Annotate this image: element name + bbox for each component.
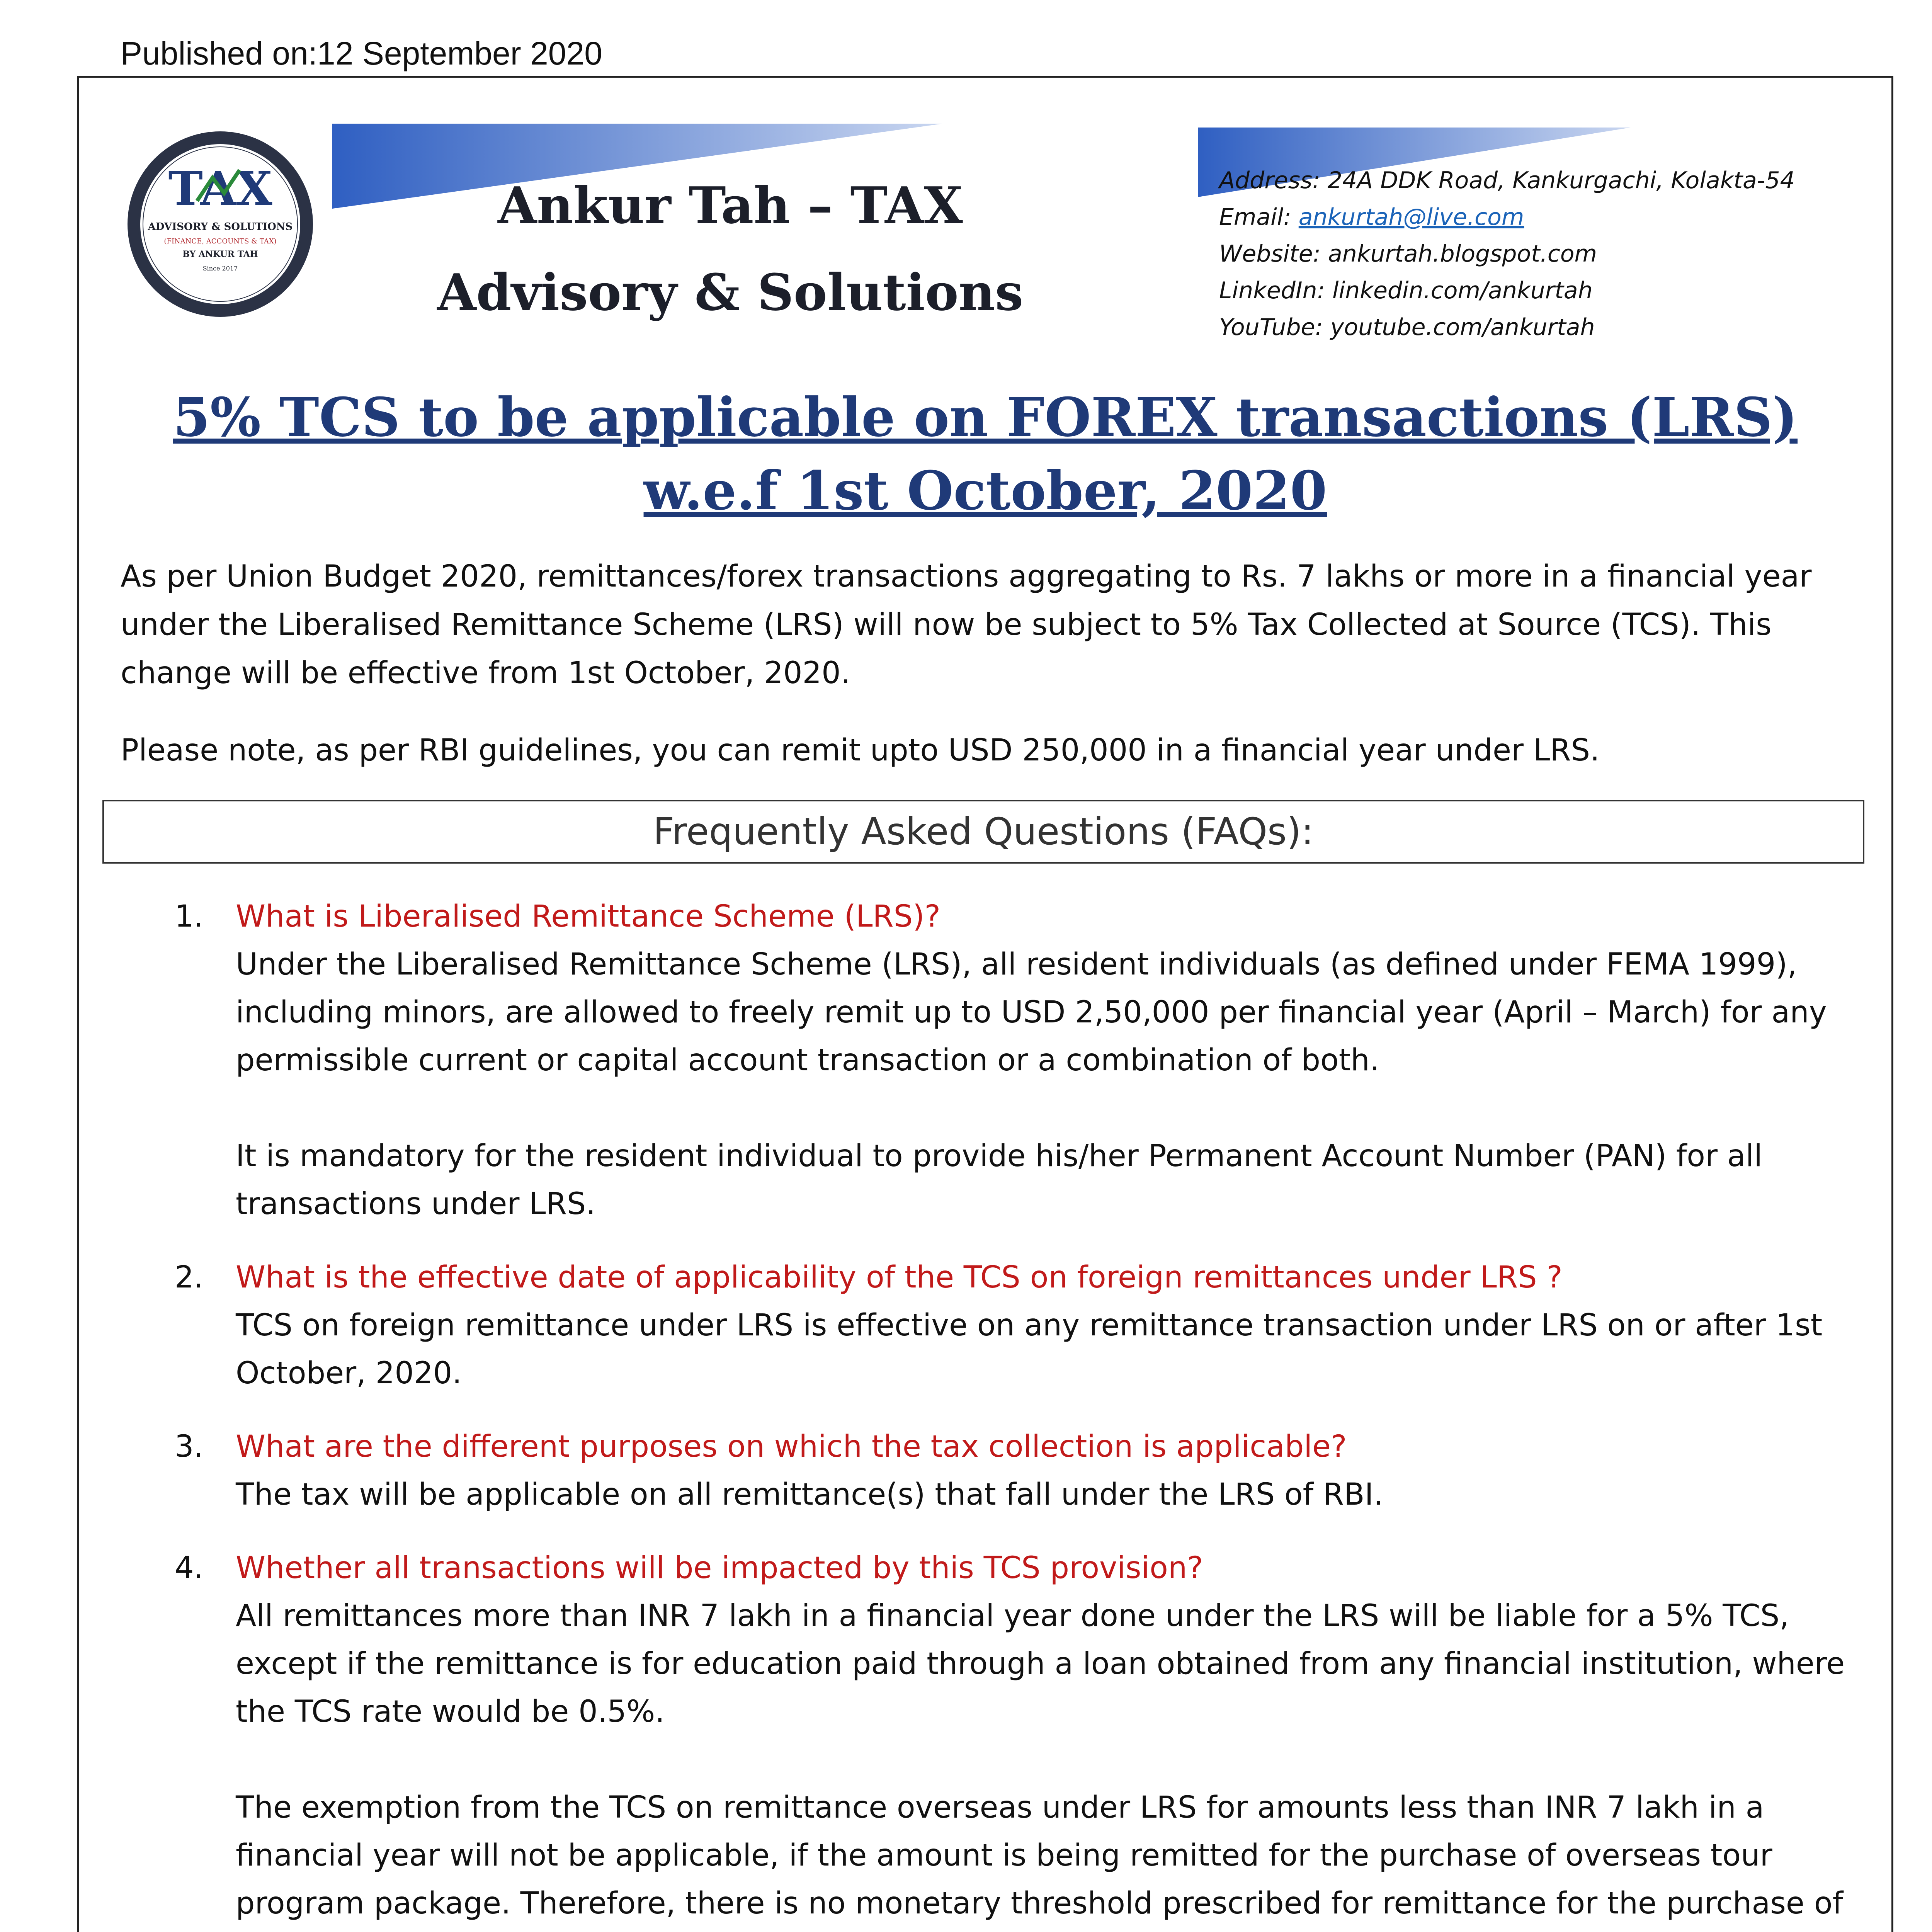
faq-item-1	[121, 893, 1867, 1228]
contact-email-label: Email:	[1219, 204, 1299, 231]
contact-email-row	[1219, 199, 1795, 236]
document-title	[116, 381, 1855, 527]
contact-linkedin: LinkedIn: linkedin.com/ankurtah	[1219, 277, 1593, 304]
faq-number: 3.	[175, 1429, 204, 1464]
title-line2: w.e.f 1st October, 2020	[643, 459, 1327, 522]
contact-website: Website: ankurtah.blogspot.com	[1219, 240, 1597, 267]
logo-text-by: BY ANKUR TAH	[182, 249, 258, 259]
intro-paragraph: As per Union Budget 2020, remittances/forex transactions aggregating to Rs. 7 lakhs or more in a financial year under the Liberalised Remittance Scheme (LRS) will now be subject to 5% Tax Collected at Source (TCS). This change will be effective from 1st October, 2020.	[121, 559, 1812, 690]
faq-answer: TCS on foreign remittance under LRS is effective on any remittance transaction under LRS on or after 1st October, 2020.	[236, 1308, 1823, 1391]
faq-number: 2.	[175, 1260, 204, 1295]
faq-item-4	[121, 1544, 1867, 1932]
faq-question: What is the effective date of applicability of the TCS on foreign remittances under LRS ?	[236, 1260, 1563, 1295]
faq-question: What are the different purposes on which the tax collection is applicable?	[236, 1429, 1347, 1464]
tax-advisory-logo	[124, 128, 317, 321]
faq-heading-box: Frequently Asked Questions (FAQs):	[102, 800, 1864, 864]
contact-block	[1219, 162, 1795, 346]
contact-address: Address: 24A DDK Road, Kankurgachi, Kolakta-54	[1219, 167, 1795, 194]
faq-item-3	[121, 1423, 1867, 1519]
faq-number: 4.	[175, 1551, 204, 1585]
faq-list	[121, 893, 1867, 1932]
title-line1: 5% TCS to be applicable on FOREX transactions (LRS)	[173, 386, 1798, 449]
contact-youtube: YouTube: youtube.com/ankurtah	[1219, 314, 1595, 341]
logo-text-advisory: ADVISORY & SOLUTIONS	[148, 221, 293, 233]
published-date: Published on:12 September 2020	[121, 35, 602, 71]
logo-text-since: Since 2017	[202, 265, 238, 272]
faq-question: What is Liberalised Remittance Scheme (LRS)?	[236, 899, 941, 934]
brand-name-line2: Advisory & Solutions	[437, 263, 1024, 322]
faq-question: Whether all transactions will be impacted by this TCS provision?	[236, 1551, 1203, 1585]
rbi-note-paragraph: Please note, as per RBI guidelines, you can remit upto USD 250,000 in a financial year under LRS.	[121, 733, 1600, 768]
brand-name-line1: Ankur Tah – TAX	[498, 176, 963, 235]
logo-text-finance: (FINANCE, ACCOUNTS & TAX)	[164, 237, 277, 245]
contact-email-link[interactable]: ankurtah@live.com	[1298, 204, 1524, 231]
faq-item-2	[121, 1253, 1867, 1397]
faq-number: 1.	[175, 899, 204, 934]
faq-answer: All remittances more than INR 7 lakh in a financial year done under the LRS will be liable for a 5% TCS, except if the remittance is for education paid through a loan obtained from any financial institution, where the TCS rate would be 0.5%.	[236, 1599, 1845, 1729]
faq-answer: It is mandatory for the resident individual to provide his/her Permanent Account Number (PAN) for all transactions under LRS.	[236, 1139, 1762, 1221]
faq-answer: The tax will be applicable on all remittance(s) that fall under the LRS of RBI.	[236, 1477, 1383, 1512]
faq-answer: The exemption from the TCS on remittance overseas under LRS for amounts less than INR 7 lakh in a financial year will not be applicable, if the amount is being remitted for the purchase of overseas tour program package. Therefore, there is no monetary threshold prescribed for remittance for the purchase of	[236, 1790, 1843, 1921]
logo-text-tax: TAX	[168, 162, 272, 216]
faq-answer: Under the Liberalised Remittance Scheme (LRS), all resident individuals (as defined under FEMA 1999), including minors, are allowed to freely remit up to USD 2,50,000 per financial year (April – March) for any permissible current or capital account transaction or a combination of both.	[236, 947, 1827, 1078]
